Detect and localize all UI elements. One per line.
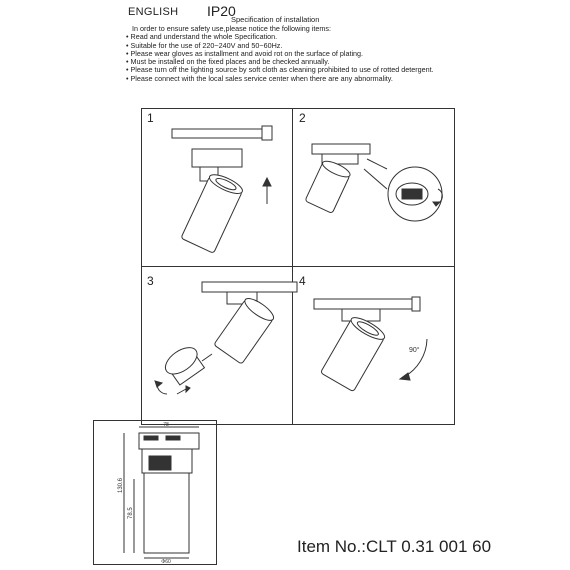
step-1-illustration (172, 126, 272, 253)
instruction-item: • Read and understand the whole Specification. (126, 32, 278, 42)
ip-rating: IP20 (207, 3, 236, 19)
instruction-item: • Suitable for the use of 220~240V and 50~60Hz. (126, 40, 283, 50)
installation-steps-grid (141, 108, 455, 425)
dimension-total-height: 130.6 (118, 477, 124, 493)
step-4-illustration (314, 297, 427, 392)
spec-subtitle: Specification of installation (231, 15, 320, 24)
instructions-list (126, 25, 546, 83)
dimension-diameter: Φ60 (161, 559, 171, 564)
step-3-illustration (155, 282, 297, 394)
step-1-number: 1 (147, 111, 154, 125)
dimension-illustration (94, 421, 216, 564)
step-4-angle-label: 90° (409, 347, 420, 354)
step-2-illustration (305, 144, 442, 221)
instruction-item: • Please wear gloves as installment and avoid rot on the surface of plating. (126, 48, 364, 58)
instruction-item: • Please connect with the local sales service center when there are any abnormality. (126, 73, 393, 83)
installation-illustrations (142, 109, 454, 424)
instruction-item: • Must be installed on the fixed places and be checked annually. (126, 57, 330, 67)
instruction-item: • Please turn off the lighting source by soft cloth as cleaning prohibited to use of rotted detergent. (126, 65, 434, 75)
dimension-drawing (93, 420, 217, 565)
dimension-width: 78 (163, 422, 169, 428)
step-4-number: 4 (299, 274, 306, 288)
step-3-number: 3 (147, 274, 154, 288)
step-2-number: 2 (299, 111, 306, 125)
dimension-body-height: 78.5 (128, 507, 134, 519)
language-label: ENGLISH (128, 6, 179, 18)
instructions-intro: In order to ensure safety use,please notice the following items: (132, 24, 331, 33)
item-number: Item No.:CLT 0.31 001 60 (297, 537, 492, 556)
